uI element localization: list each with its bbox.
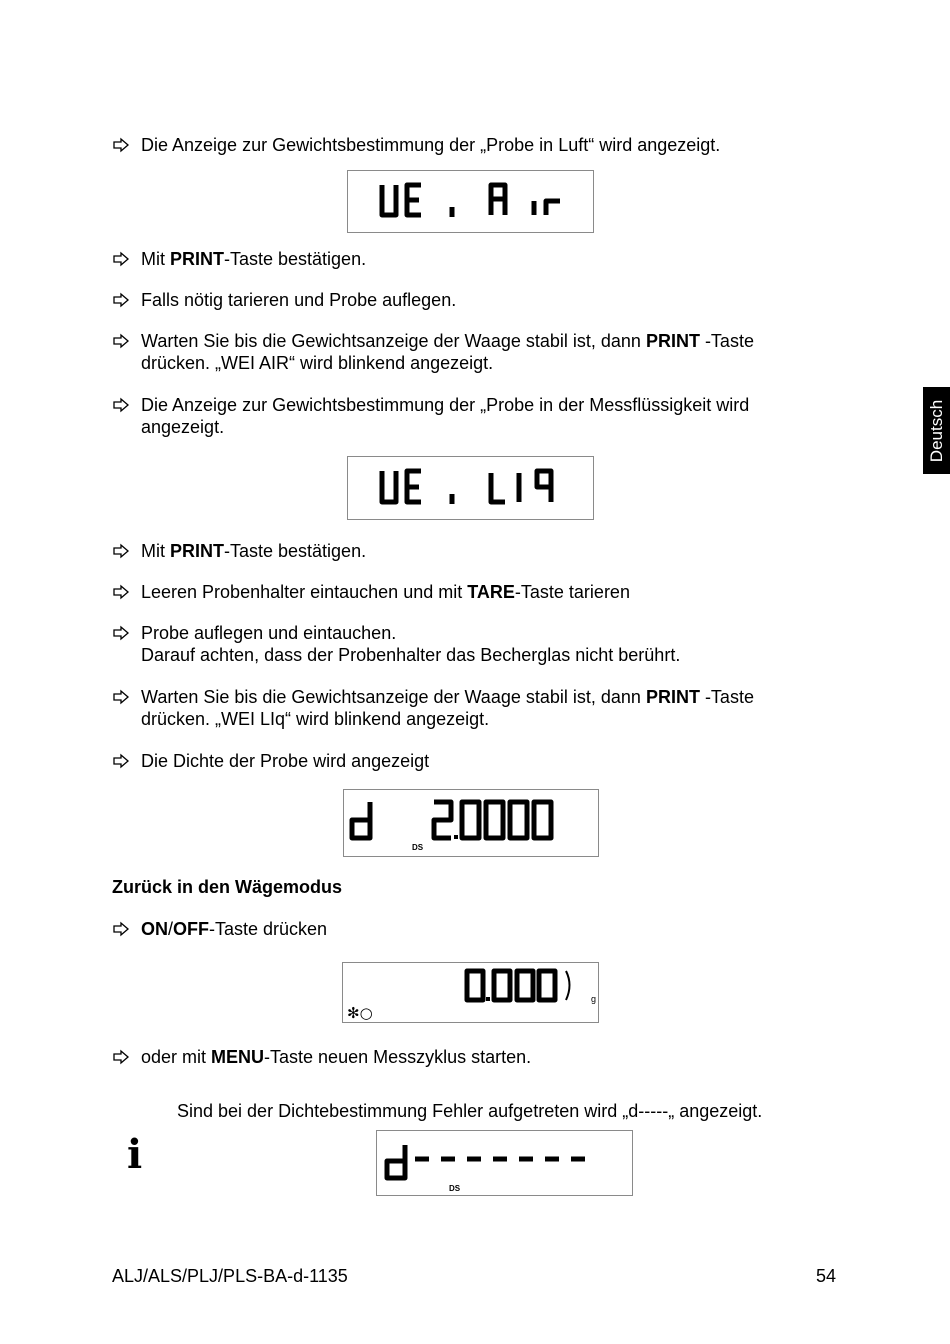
step-2 [112,248,812,270]
lcd-wei-air-digits [348,171,593,232]
step-10 [112,750,812,772]
key-name: OFF [173,919,210,939]
key-name: PRINT [170,541,224,561]
unit-label: g [591,994,597,1004]
lcd-display-error [376,1130,633,1196]
arrow-right-icon [112,584,130,600]
key-name: PRINT [170,249,224,269]
arrow-right-icon [112,397,130,413]
step-8 [112,622,812,666]
stability-symbols: ✻○ [347,1004,373,1022]
step-text: -Taste drücken [209,919,328,939]
section-heading: Zurück in den Wägemodus [112,877,343,897]
step-text: Warten Sie bis die Gewichtsanzeige der Waage stabil ist, dann [141,687,646,707]
step-text: Die Dichte der Probe wird angezeigt [141,751,430,771]
step-text: Die Anzeige zur Gewichtsbestimmung der „Probe in der Messflüssigkeit wird angezeigt. [141,395,750,437]
step-3 [112,289,812,311]
step-text: -Taste drücken. „WEI AIR“ wird blinkend angezeigt. [141,331,754,373]
key-name: ON [141,919,168,939]
step-text: Mit [141,249,170,269]
key-name: PRINT [645,687,700,707]
step-text: Falls nötig tarieren und Probe auflegen. [141,290,457,310]
step-text: Leeren Probenhalter eintauchen und mit [141,582,468,602]
step-text: / [168,919,174,939]
step-text: Darauf achten, dass der Probenhalter das Becherglas nicht berührt. [141,645,681,665]
arrow-right-icon [112,625,130,641]
step-text: oder mit [141,1047,212,1067]
step-5 [112,394,812,438]
arrow-right-icon [112,921,130,937]
lcd-display-wei-liq [347,456,594,520]
ds-indicator: DS [412,843,424,852]
step-6 [112,540,812,562]
lcd-display-zero [342,962,599,1023]
arrow-right-icon [112,137,130,153]
step-9 [112,686,812,730]
error-note: Sind bei der Dichtebestimmung Fehler aufgetreten wird „d-----„ angezeigt. [177,1101,763,1121]
step-text: -Taste neuen Messzyklus starten. [264,1047,532,1067]
arrow-right-icon [112,333,130,349]
step-text: Mit [141,541,170,561]
lcd-display-density [343,789,599,857]
step-4 [112,330,812,374]
arrow-right-icon [112,1049,130,1065]
arrow-right-icon [112,689,130,705]
page-number: 54 [816,1266,837,1286]
lcd-density-digits [344,790,598,856]
key-name: PRINT [645,331,700,351]
step-text: -Taste bestätigen. [224,541,367,561]
language-tab-label: Deutsch [926,399,946,462]
info-glyph: i [127,1131,143,1178]
info-icon [127,1131,143,1178]
language-tab [923,387,950,474]
lcd-error-digits [377,1131,632,1195]
step-text: Probe auflegen und eintauchen. [141,623,397,643]
lcd-display-wei-air [347,170,594,233]
arrow-right-icon [112,543,130,559]
step-text: Die Anzeige zur Gewichtsbestimmung der „Probe in Luft“ wird angezeigt. [141,135,721,155]
step-text: -Taste bestätigen. [224,249,367,269]
key-name: TARE [467,582,515,602]
lcd-zero-digits [343,963,598,1022]
step-text: -Taste tarieren [514,582,630,602]
step-text: -Taste drücken. „WEI LIq“ wird blinkend angezeigt. [141,687,754,729]
arrow-right-icon [112,292,130,308]
step-onoff [112,918,812,940]
step-1 [112,134,812,156]
lcd-wei-liq-digits [348,457,593,519]
arrow-right-icon [112,753,130,769]
key-name: MENU [211,1047,265,1067]
ds-indicator: DS [449,1184,461,1193]
arrow-right-icon [112,251,130,267]
step-7 [112,581,812,603]
step-text: Warten Sie bis die Gewichtsanzeige der Waage stabil ist, dann [141,331,646,351]
footer-doc-id: ALJ/ALS/PLJ/PLS-BA-d-1135 [112,1266,348,1286]
step-menu [112,1046,812,1068]
